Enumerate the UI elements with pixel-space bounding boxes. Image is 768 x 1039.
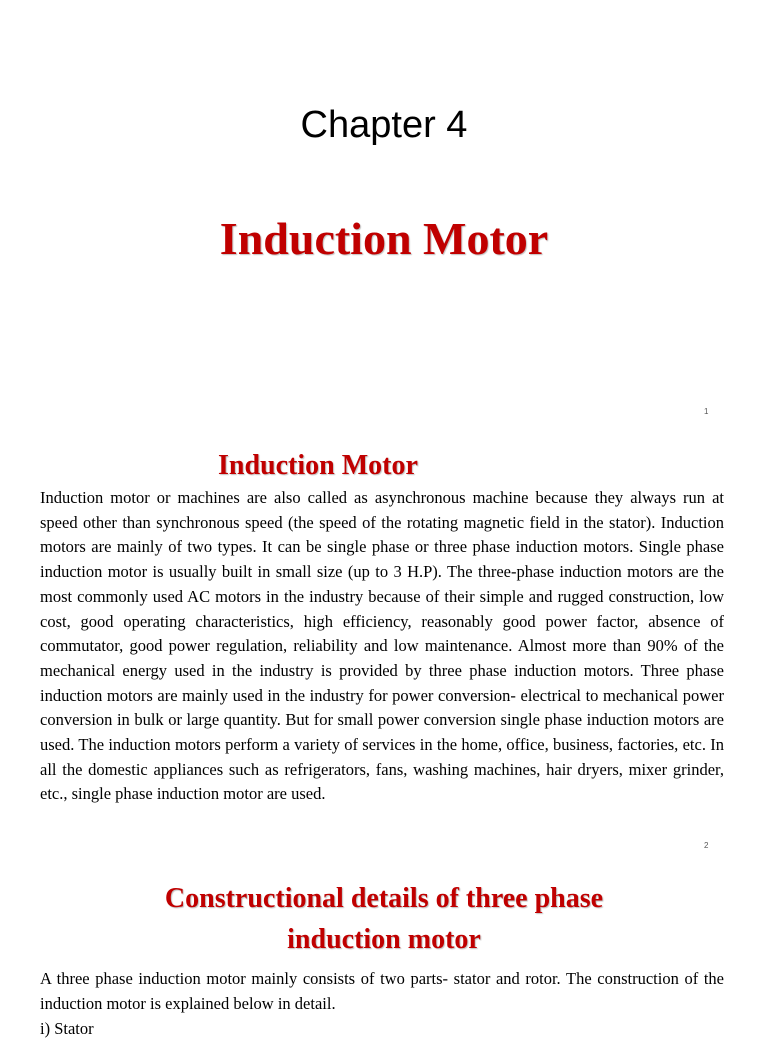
chapter-title: Induction Motor: [219, 213, 549, 264]
heading-line-1: Constructional details of three phase: [164, 883, 604, 914]
construction-paragraph: A three phase induction motor mainly consists of two parts- stator and rotor. The construction of the induction motor is explained below in detail.: [40, 969, 724, 1013]
chapter-label: Chapter 4: [300, 104, 468, 146]
slide-3: [0, 854, 768, 1038]
section-heading: [0, 878, 768, 960]
section-heading: Induction Motor: [218, 450, 418, 481]
intro-paragraph: Induction motor or machines are also called as asynchronous machine because they always run at speed other than synchronous speed (the speed of the rotating magnetic field in the stator). Induction motors are mainly of two types. It can be single phase or three phase induction motors. Single phase induction motor is usually built in small size (up to 3 H.P). The three-phase induction motors are the most commonly used AC motors in the industry because of their simple and rugged construction, low cost, good operating characteristics, high efficiency, reasonably good power factor, absence of commutator, good power regulation, reliability and low maintenance. Almost more than 90% of the mechanical energy used in the industry is provided by three phase induction motors. Three phase induction motors are mainly used in the industry for power conversion- electrical to mechanical power conversion in bulk or large quantity. But for small power conversion single phase induction motors are used. The induction motors perform a variety of services in the home, office, business, factories, etc. In all the domestic appliances such as refrigerators, fans, washing machines, hair dryers, mixer grinder, etc., single phase induction motor are used.: [40, 488, 724, 804]
list-item-stator: i) Stator: [40, 1019, 94, 1038]
page-number: 1: [704, 407, 709, 416]
heading-line-2: induction motor: [287, 924, 481, 955]
page-number: 2: [704, 841, 709, 850]
slide-2: [0, 432, 768, 854]
slide-1: [0, 0, 768, 432]
